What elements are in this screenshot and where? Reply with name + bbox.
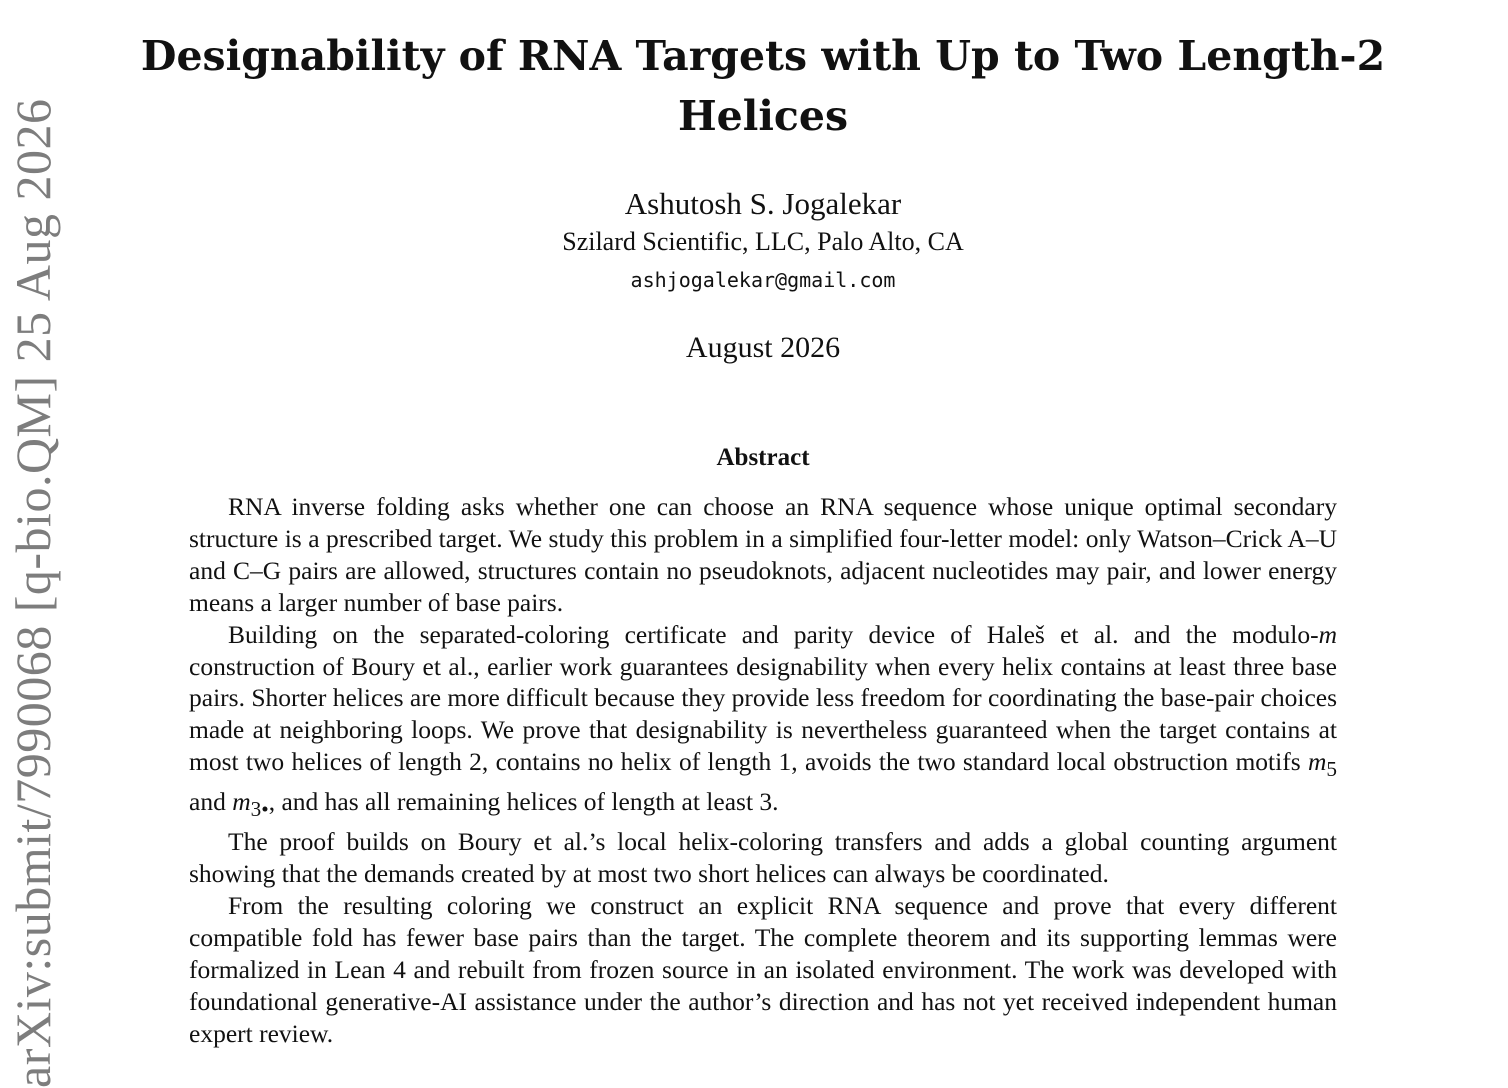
title-line-2: Helices [677,92,849,140]
math-m: m [1318,619,1337,649]
abstract-heading: Abstract [716,444,810,471]
math-m5-subscript: 5 [1326,757,1337,782]
title-line-1: Designability of RNA Targets with Up to Two Length-2 [140,32,1386,80]
abstract-paragraph-3: The proof builds on Boury et al.’s local helix-coloring transfers and adds a global counting argument showing that the demands created by at most two short helices can always be coordinated. [189,827,1337,889]
math-m5: m [1307,747,1327,777]
abstract-paragraph-2 [189,619,1337,827]
math-m3-subscript: 3• [250,797,269,822]
math-m3: m [232,787,251,817]
author-block [190,185,1336,299]
abstract-p2-part-a: Building on the separated-coloring certificate and parity device of Haleš et al. and the modulo- [228,619,1319,649]
author-email[interactable]: ashjogalekar@gmail.com [630,268,896,292]
abstract-p2-part-b: construction of Boury et al., earlier work guarantees designability when every helix contains at least three base pairs. Shorter helices are more difficult because they provide less freedom for coordinating the base-pair choices made at neighboring loops. We prove that designability is nevertheless guaranteed when the target contains at most two helices of length 2, contains no helix of length 1, avoids the two standard local obstruction motifs [189,651,1338,777]
paper-title [110,26,1416,146]
author-affiliation: Szilard Scientific, LLC, Palo Alto, CA [562,227,964,256]
arxiv-watermark: arXiv:submit/7990068 [q-bio.QM] 25 Aug 2026 [5,98,61,1088]
abstract-p2-and: and [189,787,233,817]
abstract-body [189,491,1337,1050]
abstract-paragraph-1: RNA inverse folding asks whether one can choose an RNA sequence whose unique optimal secondary structure is a prescribed target. We study this problem in a simplified four-letter model: only Watson–Crick A–U and C–G pairs are allowed, structures contain no pseudoknots, adjacent nucleotides may pair, and lower energy means a larger number of base pairs. [189,492,1337,617]
abstract-paragraph-4: From the resulting coloring we construct an explicit RNA sequence and prove that every different compatible fold has fewer base pairs than the target. The complete theorem and its supporting lemmas were formalized in Lean 4 and rebuilt from frozen source in an isolated environment. The work was developed with foundational generative-AI assistance under the author’s direction and has not yet received independent human expert review. [189,891,1337,1048]
abstract-p2-part-c: , and has all remaining helices of length at least 3. [268,787,779,817]
author-name: Ashutosh S. Jogalekar [624,186,902,221]
paper-date: August 2026 [685,331,841,364]
